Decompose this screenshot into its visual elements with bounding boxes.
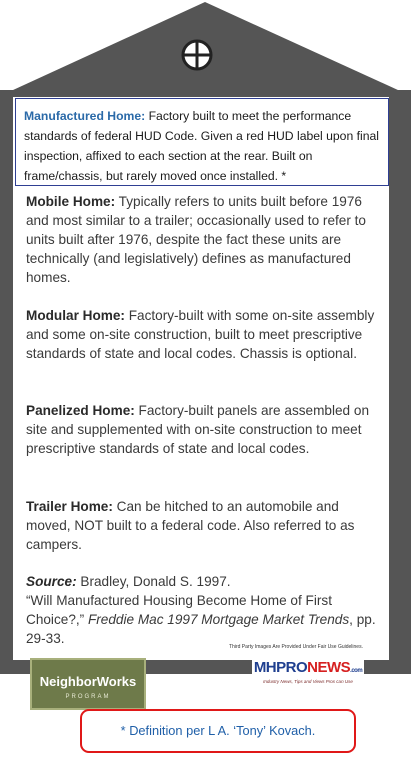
manufactured-home-definition (15, 98, 389, 186)
mhpronews-part2: NEWS (307, 659, 351, 676)
fair-use-note: Third Party Images Are Provided Under Fair Use Guidelines. (229, 644, 363, 650)
definition-text: Factory-built with some on-site assembly and some on-site construction, built to meet prescriptive standards of state and local codes. Chassis is optional. (26, 308, 375, 361)
neighborworks-logo-text: NeighborWorks (39, 674, 137, 689)
definition-term: Manufactured Home: (24, 109, 146, 123)
definition-text: Factory-built panels are assembled on site and supplemented with on-site construction to meet prescriptive standards of state and local codes. (26, 403, 370, 456)
source-citation (26, 572, 386, 648)
neighborworks-logo-subtext: PROGRAM (65, 694, 111, 700)
panelized-home-definition (26, 401, 386, 458)
modular-home-definition (26, 306, 386, 363)
source-author: Bradley, Donald S. 1997. (76, 574, 231, 589)
definition-term: Panelized Home: (26, 403, 135, 418)
neighborworks-logo (30, 658, 146, 710)
footnote-text: * Definition per L A. ‘Tony’ Kovach. (120, 723, 316, 738)
source-journal: Freddie Mac 1997 Mortgage Market Trends (84, 612, 350, 627)
definition-term: Trailer Home: (26, 499, 113, 514)
definition-text: Can be hitched to an automobile and moved, NOT built to a federal code. Also referred to as campers. (26, 499, 355, 552)
definition-text: Typically refers to units built before 1976 and most similar to a trailer; occasionally used to refer to units built after 1976, despite the fact these units are technically (and legislatively) defines as manufactured homes. (26, 194, 366, 285)
source-pages: , pp. 29-33. (26, 612, 376, 646)
definition-term: Mobile Home: (26, 194, 116, 209)
source-title: “Will Manufactured Housing Become Home of First Choice?,” (26, 593, 332, 627)
source-label: Source: (26, 574, 77, 589)
mhpronews-suffix: .com (350, 668, 363, 674)
mhpronews-logo (252, 653, 364, 693)
definition-text: Factory built to meet the performance standards of federal HUD Code. Given a red HUD label upon final inspection, affixed to each section at the rear. Built on frame/chassis, but rarely moved once installed. * (24, 109, 379, 183)
definition-term: Modular Home: (26, 308, 125, 323)
mhpronews-part1: MHPRO (253, 659, 308, 676)
mobile-home-definition (26, 192, 386, 287)
footnote-box (80, 709, 356, 753)
mhpronews-wordmark (252, 659, 364, 676)
trailer-home-definition (26, 497, 386, 554)
window-icon (183, 41, 211, 69)
mhpronews-tagline: Industry News, Tips and Views Pros can Use (263, 679, 353, 684)
